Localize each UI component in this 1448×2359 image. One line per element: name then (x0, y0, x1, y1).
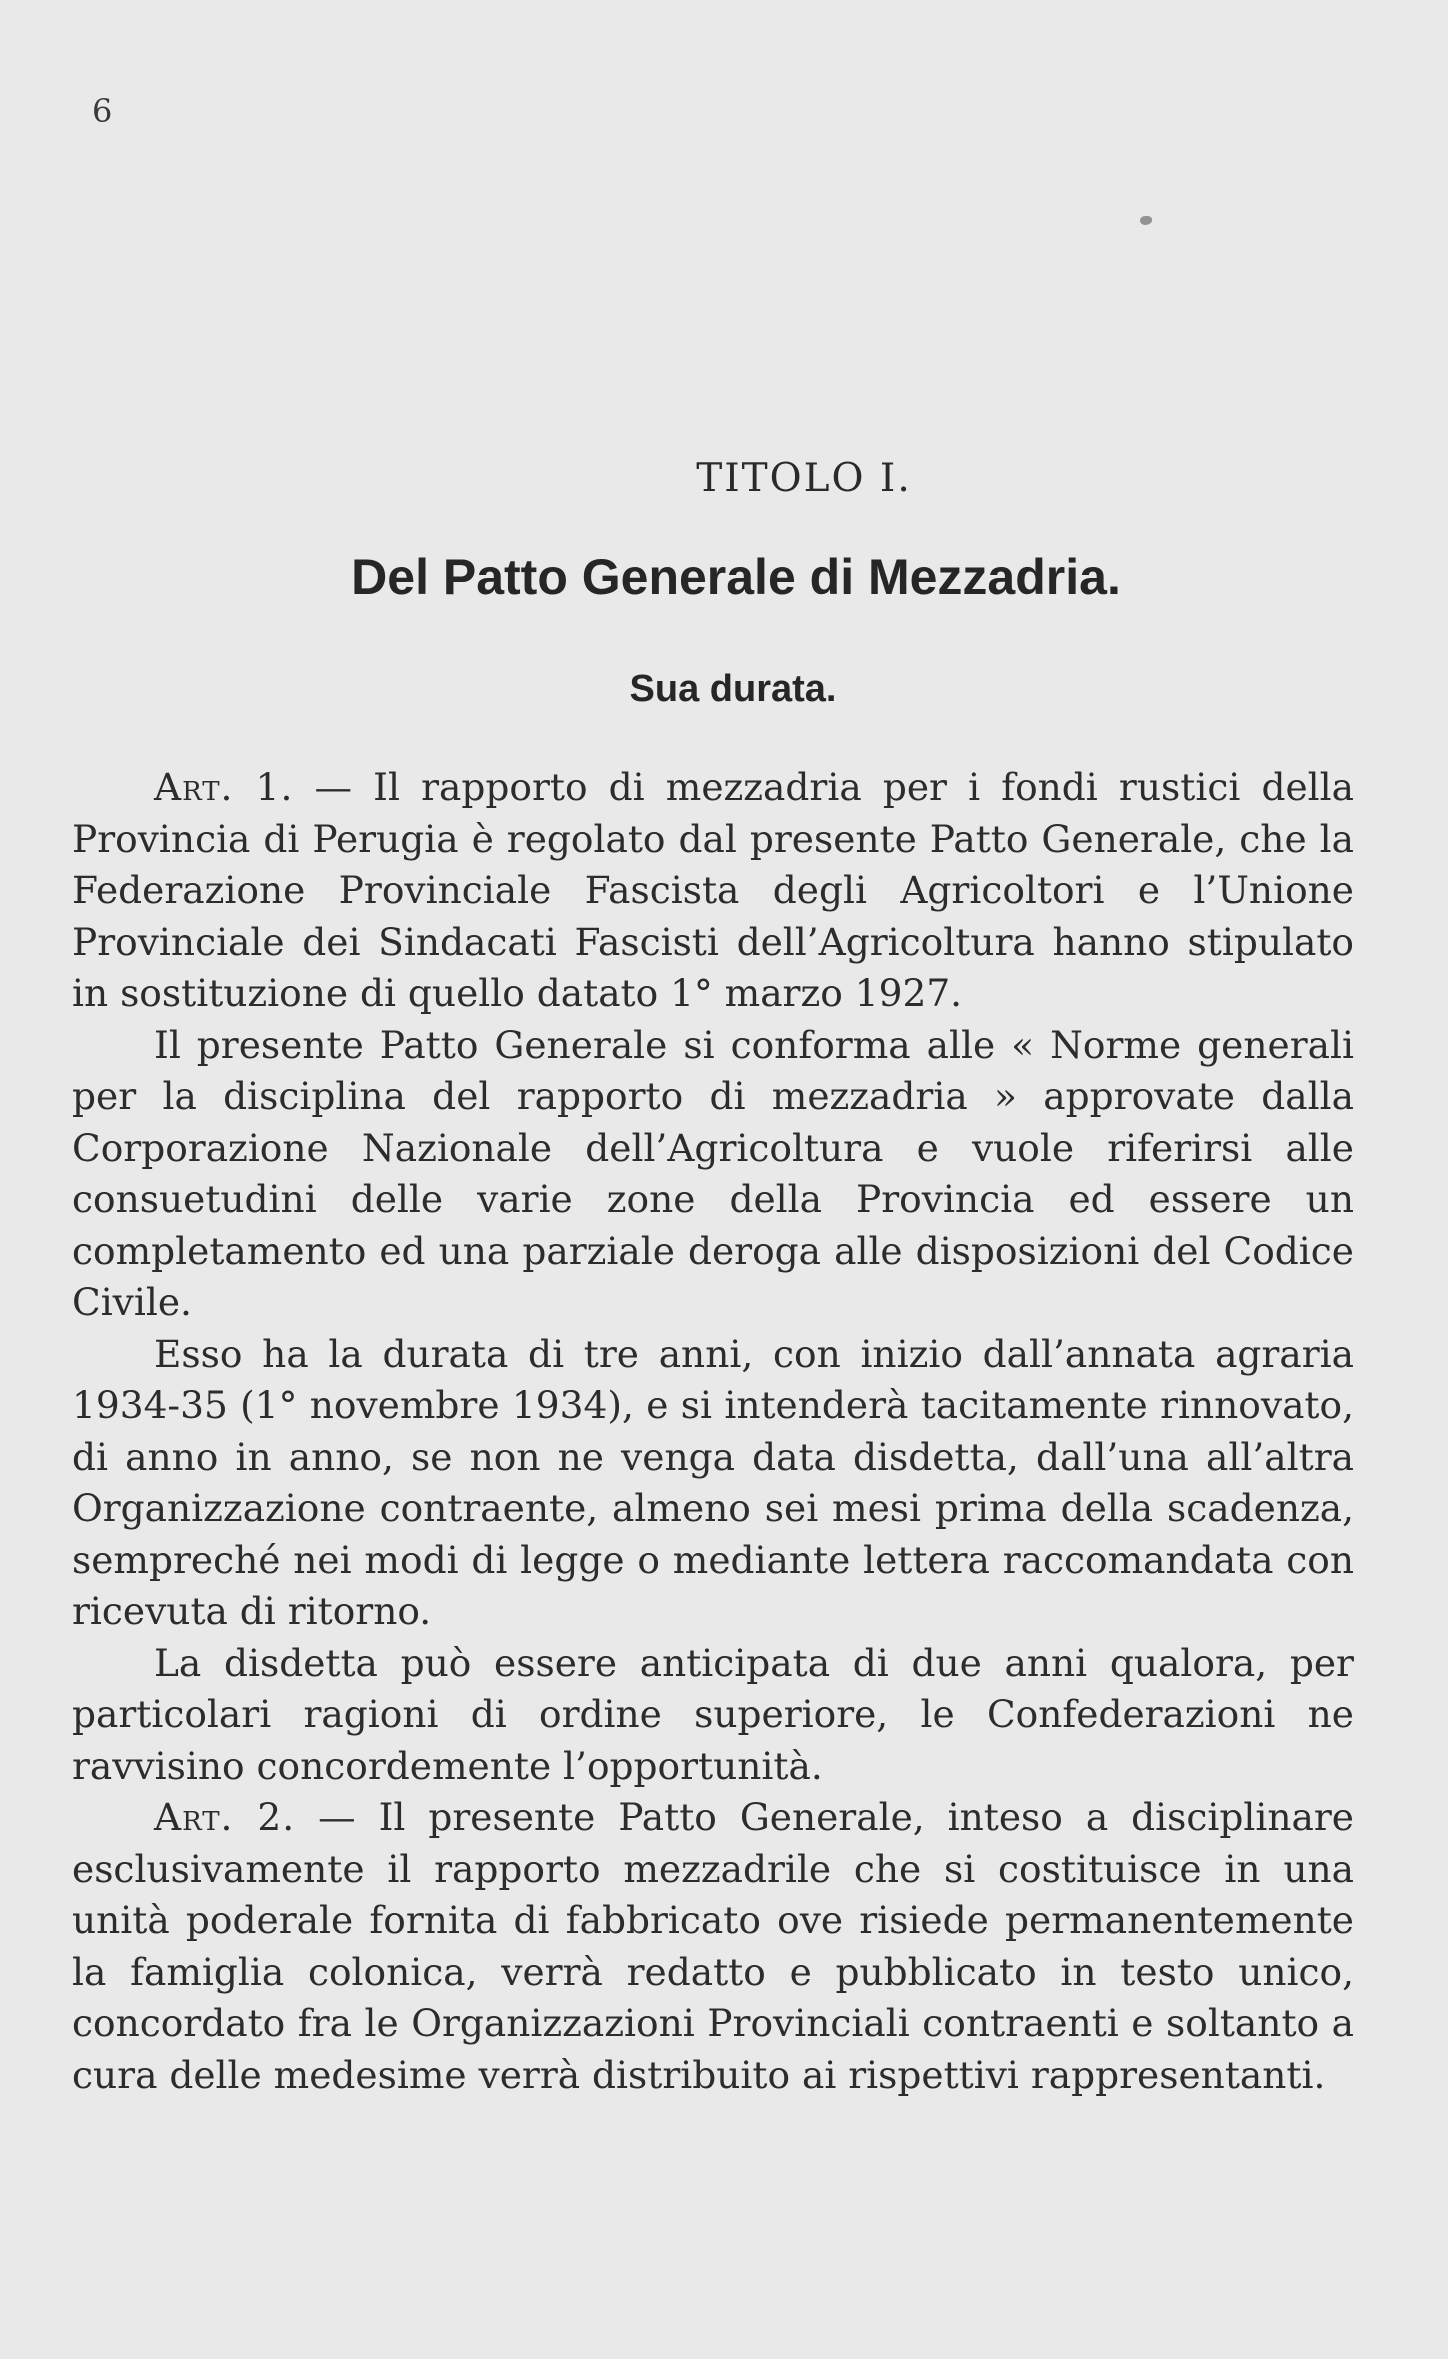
paragraph (72, 1638, 1354, 1793)
ink-speck (1140, 216, 1152, 225)
paragraph (72, 1329, 1354, 1638)
paragraph-text: Il presente Patto Generale si conforma alle « Norme generali per la disciplina del rapporto di mezzadria » approvate dalla Corporazione Nazionale dell’Agricoltura e vuole riferirsi alle consuetudini delle varie zone della Provincia ed essere un completamento ed una parziale deroga alle disposizioni del Codice Civile. (72, 1022, 1354, 1324)
paragraph (72, 1020, 1354, 1329)
body-text (72, 762, 1354, 2101)
article-label: Art. 2. (154, 1795, 296, 1839)
paragraph-art-1 (72, 762, 1354, 1020)
paragraph-text: Esso ha la durata di tre anni, con inizio dall’annata agraria 1934-35 (1° novembre 1934), e si intenderà tacitamente rinnovato, di anno in anno, se non ne venga data disdetta, dall’una all’altra Organizzazione contraente, almeno sei mesi prima della scadenza, sempreché nei modi di legge o mediante lettera raccomandata con ricevuta di ritorno. (72, 1331, 1354, 1633)
paragraph-text: — Il rapporto di mezzadria per i fondi rustici della Provincia di Perugia è regolato dal presente Patto Generale, che la Federazione Provinciale Fascista degli Agricoltori e l’Unione Provinciale dei Sindacati Fascisti dell’Agricoltura hanno stipulato in sostituzione di quello datato 1° marzo 1927. (72, 765, 1354, 1015)
article-label: Art. 1. (154, 765, 294, 809)
paragraph-text: — Il presente Patto Generale, inteso a disciplinare esclusivamente il rapporto mezzadrile che si costituisce in una unità poderale fornita di fabbricato ove risiede permanentemente la famiglia colonica, verrà redatto e pubblicato in testo unico, concordato fra le Organizzazioni Provinciali contraenti e soltanto a cura delle medesime verrà distribuito ai rispettivi rappresentanti. (72, 1795, 1354, 2097)
page-number: 6 (92, 92, 113, 130)
paragraph-art-2 (72, 1792, 1354, 2101)
section-subheading: Sua durata. (629, 668, 837, 710)
section-heading: Del Patto Generale di Mezzadria. (351, 549, 1121, 605)
section-title: TITOLO I. (696, 456, 912, 501)
paragraph-text: La disdetta può essere anticipata di due anni qualora, per particolari ragioni di ordine superiore, le Confederazioni ne ravvisino concordemente l’opportunità. (72, 1640, 1354, 1788)
